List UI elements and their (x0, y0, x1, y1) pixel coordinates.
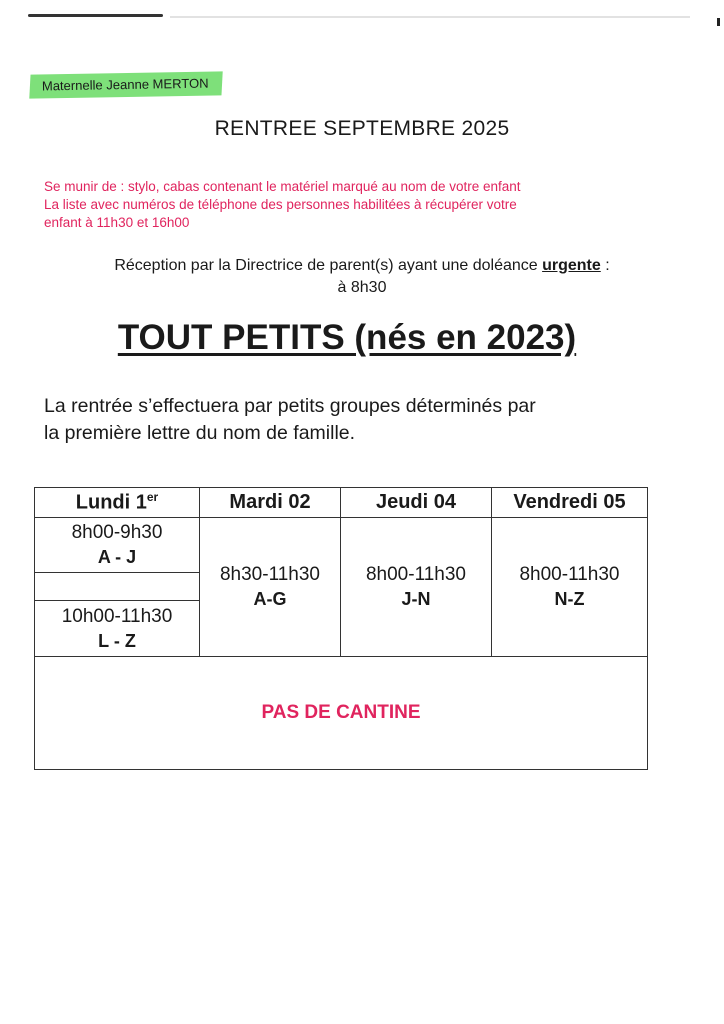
slot-group: N-Z (554, 589, 585, 609)
school-name-highlight (29, 71, 223, 98)
notice-line-2: La liste avec numéros de téléphone des personnes habilitées à récupérer votre (44, 197, 517, 212)
section-heading: TOUT PETITS (nés en 2023) (117, 318, 577, 357)
slot-time: 8h00-11h30 (365, 564, 467, 585)
monday-gap (35, 573, 200, 601)
scan-mark (717, 18, 720, 26)
day-header-thursday: Jeudi 04 (341, 488, 492, 518)
day-header-monday: Lundi 1er (35, 488, 200, 518)
thursday-slot (341, 518, 492, 657)
schedule-table (34, 487, 648, 770)
reception-time: à 8h30 (337, 279, 387, 296)
tuesday-slot (200, 518, 341, 657)
supplies-notice (44, 178, 684, 232)
slot-group: L - Z (98, 630, 136, 651)
urgent-word: urgente (542, 257, 601, 274)
school-name: Maternelle Jeanne MERTON (41, 75, 209, 94)
notice-line-3: enfant à 11h30 et 16h00 (44, 215, 190, 230)
scan-artifact-light (170, 16, 690, 18)
slot-group: A - J (97, 547, 137, 567)
slot-time: 10h00-11h30 (61, 605, 173, 627)
schedule-header-row (35, 488, 648, 518)
notice-line-1: Se munir de : stylo, cabas contenant le matériel marqué au nom de votre enfant (44, 179, 521, 194)
intro-line-2: la première lettre du nom de famille. (44, 422, 356, 444)
day-header-friday: Vendredi 05 (492, 488, 648, 518)
document-title: RENTREE SEPTEMBRE 2025 (214, 117, 510, 140)
schedule-note-row (35, 657, 648, 770)
day-header-tuesday: Mardi 02 (200, 488, 341, 518)
slot-time: 8h30-11h30 (219, 564, 321, 585)
reception-text: Réception par la Directrice de parent(s) ayant une doléance (114, 257, 543, 274)
no-canteen-note: PAS DE CANTINE (35, 657, 648, 770)
intro-line-1: La rentrée s’effectuera par petits groupes déterminés par (44, 395, 536, 417)
reception-info (0, 255, 724, 299)
friday-slot (492, 518, 648, 657)
monday-slot-2 (35, 601, 200, 657)
slot-time: 8h00-9h30 (71, 522, 163, 543)
reception-colon: : (600, 257, 610, 274)
monday-slot-1 (35, 518, 200, 573)
intro-text (44, 393, 656, 447)
scan-artifact (28, 14, 163, 17)
slot-group: J-N (401, 589, 431, 609)
slot-time: 8h00-11h30 (519, 564, 620, 585)
schedule-row (35, 518, 648, 573)
slot-group: A-G (253, 589, 287, 609)
reception-line (0, 255, 724, 277)
